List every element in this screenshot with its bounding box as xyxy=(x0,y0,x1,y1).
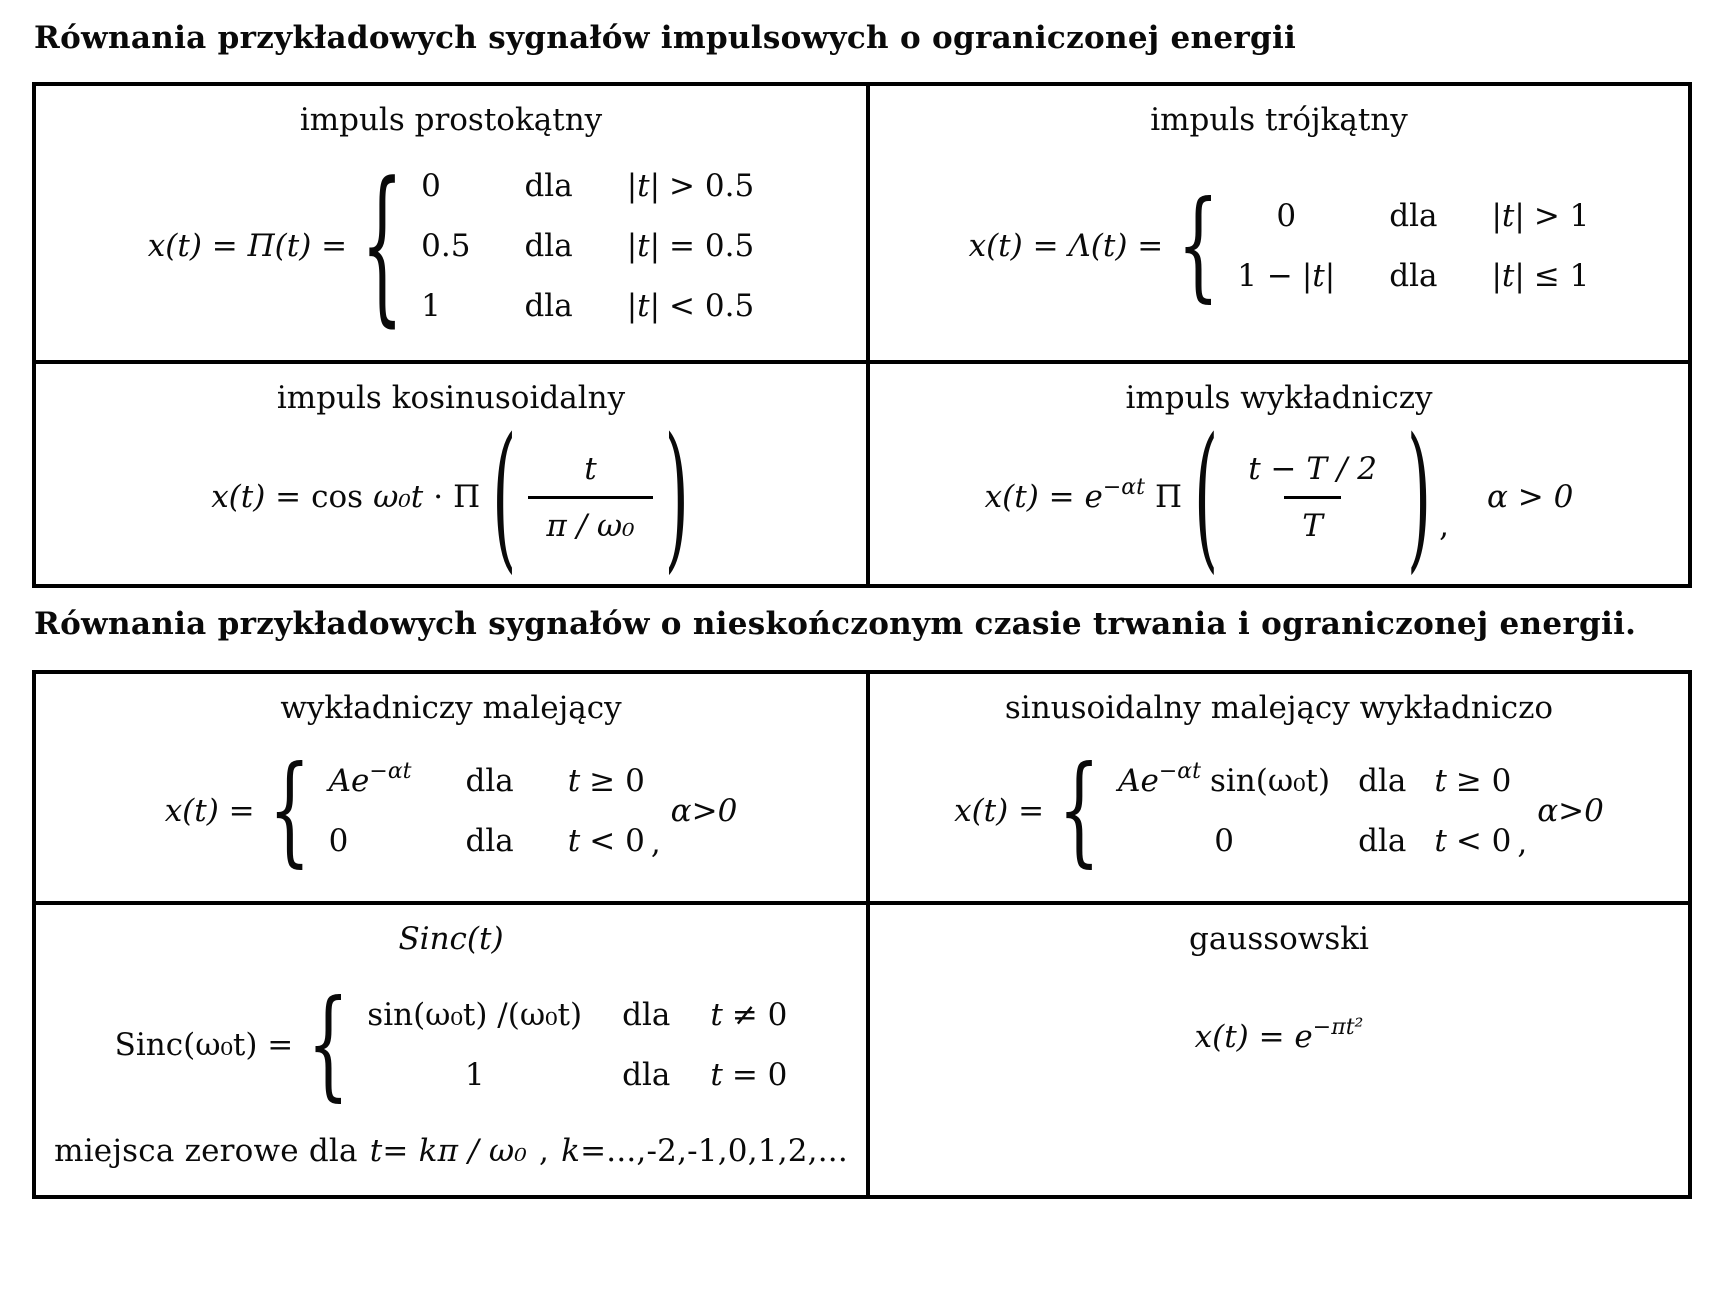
dla-label: dla xyxy=(465,822,514,859)
equation-sinc xyxy=(46,957,856,1133)
case-value: 0 xyxy=(1276,198,1297,234)
condition-relation: > 1 xyxy=(1533,198,1590,234)
condition-relation: = 0 xyxy=(731,1057,788,1093)
cell-title-trojkatny: impuls trójkątny xyxy=(1150,102,1408,138)
note-prefix: miejsca zerowe dla xyxy=(54,1133,358,1169)
cell-title-prostokatny: impuls prostokątny xyxy=(299,102,603,138)
condition-relation: ≠ 0 xyxy=(731,997,788,1033)
value-base: Ae xyxy=(328,762,370,799)
math-lhs: x(t) = xyxy=(211,479,302,515)
exponent: −αt xyxy=(1158,758,1201,784)
case-value: 0 xyxy=(421,168,441,204)
section-title-impulse-signals: Równania przykładowych sygnałów impulsowych o ograniczonej energii xyxy=(34,20,1297,56)
dla-label: dla xyxy=(524,168,573,204)
cell-sinc xyxy=(36,905,870,1195)
dla-label: dla xyxy=(524,288,573,324)
exponential-term xyxy=(1194,1015,1364,1055)
zero-crossings-note xyxy=(46,1133,856,1169)
left-brace: { xyxy=(1058,740,1101,879)
pi-function: Π xyxy=(453,479,481,515)
case-condition xyxy=(1491,258,1589,294)
equation-prostokatny xyxy=(46,138,856,354)
right-paren: ) xyxy=(664,402,689,589)
equation-wykladniczy xyxy=(880,402,1678,589)
case-condition xyxy=(1434,763,1511,799)
note-formula: t= kπ / ω₀ xyxy=(369,1133,528,1169)
table-impulse-signals xyxy=(32,82,1692,588)
case-value: 1 xyxy=(464,1057,485,1093)
right-paren: ) xyxy=(1406,402,1432,589)
alpha-constraint: α>0 xyxy=(670,792,738,829)
exponent: −αt xyxy=(1102,475,1145,500)
equation-sinusoidalny-malejacy xyxy=(880,726,1678,895)
cos-operator: cos xyxy=(311,479,364,515)
fraction xyxy=(1230,451,1395,544)
fraction-denominator: π / ω₀ xyxy=(528,496,652,544)
dla-label: dla xyxy=(1389,258,1438,294)
left-brace: { xyxy=(1177,175,1220,315)
condition-variable: |t| xyxy=(1491,258,1525,294)
condition-relation: < 0 xyxy=(589,822,645,859)
exponent: −αt xyxy=(369,758,412,784)
condition-variable: t xyxy=(567,762,581,799)
condition-variable: t xyxy=(710,1057,723,1093)
cell-impuls-prostokatny xyxy=(36,86,870,364)
case-value: 0 xyxy=(1214,822,1234,859)
left-brace: { xyxy=(361,146,404,343)
dla-label: dla xyxy=(524,228,573,264)
condition-variable: |t| xyxy=(626,228,661,264)
value-prefix: 1 − xyxy=(1237,258,1293,294)
condition-relation: ≥ 0 xyxy=(1455,762,1512,799)
math-lhs: x(t) = xyxy=(954,792,1045,829)
condition-variable: t xyxy=(567,822,581,859)
condition-relation: < 0.5 xyxy=(669,288,755,324)
cell-impuls-kosinusoidalny xyxy=(36,364,870,589)
condition-variable: |t| xyxy=(626,168,661,204)
note-k-values xyxy=(561,1133,848,1169)
condition-variable: t xyxy=(710,997,723,1033)
condition-relation: ≤ 1 xyxy=(1533,258,1590,294)
cell-title-sinusoidalny-malejacy: sinusoidalny malejący wykładniczo xyxy=(1004,690,1554,726)
dla-label: dla xyxy=(1358,822,1407,859)
case-condition xyxy=(1434,823,1511,859)
sin-term: sin(ω₀t) xyxy=(1209,762,1331,799)
math-lhs: x(t) = xyxy=(164,792,255,829)
condition-relation: ≥ 0 xyxy=(589,762,645,799)
cell-title-sinc: Sinc(t) xyxy=(398,921,504,957)
alpha-constraint: α>0 xyxy=(1537,792,1604,829)
cases-block xyxy=(421,168,754,324)
left-brace: { xyxy=(307,974,350,1114)
equation-kosinusoidalny xyxy=(46,402,856,589)
equation-wykladniczy-malejacy xyxy=(46,726,856,895)
value-base: Ae xyxy=(1118,762,1159,799)
k-list: =...,-2,-1,0,1,2,... xyxy=(580,1133,848,1169)
cell-title-kosinusoidalny: impuls kosinusoidalny xyxy=(276,380,626,416)
cases-block xyxy=(1237,198,1589,294)
condition-variable: t xyxy=(1434,762,1447,799)
exponential-term xyxy=(1118,758,1201,799)
cell-wykladniczy-malejacy xyxy=(36,674,870,905)
case-value: 0.5 xyxy=(421,228,471,264)
k-variable: k xyxy=(561,1133,581,1169)
equation-gaussowski xyxy=(880,1015,1678,1055)
math-lhs: Sinc(ω₀t) = xyxy=(114,1027,294,1063)
condition-relation: = 0.5 xyxy=(669,228,755,264)
case-condition xyxy=(627,228,755,264)
dla-label: dla xyxy=(622,1057,671,1093)
condition-variable: t xyxy=(1434,822,1447,859)
case-condition xyxy=(710,1057,787,1093)
cases-block xyxy=(367,997,787,1093)
case-condition xyxy=(627,168,755,204)
math-lhs: x(t) = e xyxy=(1194,1019,1313,1055)
fraction xyxy=(528,451,652,544)
left-paren: ( xyxy=(1194,402,1219,589)
cell-gaussowski xyxy=(870,905,1688,1195)
comma: , xyxy=(650,825,661,861)
case-value xyxy=(1118,758,1331,799)
case-value: 1 xyxy=(421,288,441,324)
dla-label: dla xyxy=(465,762,514,799)
case-value: sin(ω₀t) /(ω₀t) xyxy=(367,997,583,1033)
equation-trojkatny xyxy=(880,138,1678,354)
fraction-numerator: t xyxy=(584,450,597,487)
cell-impuls-trojkatny xyxy=(870,86,1688,364)
case-condition xyxy=(710,997,787,1033)
alpha-constraint: α > 0 xyxy=(1486,479,1574,515)
cases-block xyxy=(328,758,645,859)
cos-argument: ω₀t xyxy=(373,479,424,515)
math-lhs: x(t) = Λ(t) = xyxy=(968,228,1164,264)
cell-impuls-wykladniczy xyxy=(870,364,1688,589)
exponential-term xyxy=(984,475,1145,515)
case-condition xyxy=(568,763,645,799)
condition-variable: |t| xyxy=(626,288,661,324)
case-condition xyxy=(568,823,645,859)
math-lhs: x(t) = Π(t) = xyxy=(147,228,348,264)
left-paren: ( xyxy=(492,402,517,589)
left-brace: { xyxy=(268,740,311,879)
cell-title-gaussowski: gaussowski xyxy=(1189,921,1369,957)
case-condition xyxy=(627,288,755,324)
fraction-denominator: T xyxy=(1284,496,1341,544)
condition-relation: < 0 xyxy=(1455,822,1512,859)
cell-sinusoidalny-malejacy xyxy=(870,674,1688,905)
section-title-infinite-duration-signals: Równania przykładowych sygnałów o nieskończonym czasie trwania i ograniczonej energii. xyxy=(34,606,1637,642)
pi-function: Π xyxy=(1154,479,1183,515)
condition-relation: > 0.5 xyxy=(669,168,755,204)
dla-label: dla xyxy=(1389,198,1438,234)
case-value: 0 xyxy=(328,822,349,859)
comma: , xyxy=(1439,508,1449,544)
table-infinite-duration-signals xyxy=(32,670,1692,1199)
value-variable: |t| xyxy=(1301,258,1336,294)
condition-variable: |t| xyxy=(1491,198,1525,234)
note-separator: , xyxy=(539,1133,550,1169)
comma: , xyxy=(1517,825,1528,861)
cases-block xyxy=(1118,758,1512,859)
dla-label: dla xyxy=(1358,762,1407,799)
case-value xyxy=(328,758,412,799)
dla-label: dla xyxy=(622,997,671,1033)
math-lhs: x(t) = e xyxy=(984,479,1103,515)
dot-operator: · xyxy=(433,479,444,515)
case-condition xyxy=(1491,198,1589,234)
cell-title-wykladniczy: impuls wykładniczy xyxy=(1125,380,1433,416)
exponent: −πt² xyxy=(1312,1015,1364,1040)
case-value xyxy=(1237,258,1335,294)
cell-title-wykladniczy-malejacy: wykładniczy malejący xyxy=(280,690,622,726)
fraction-numerator: t − T / 2 xyxy=(1248,450,1377,487)
